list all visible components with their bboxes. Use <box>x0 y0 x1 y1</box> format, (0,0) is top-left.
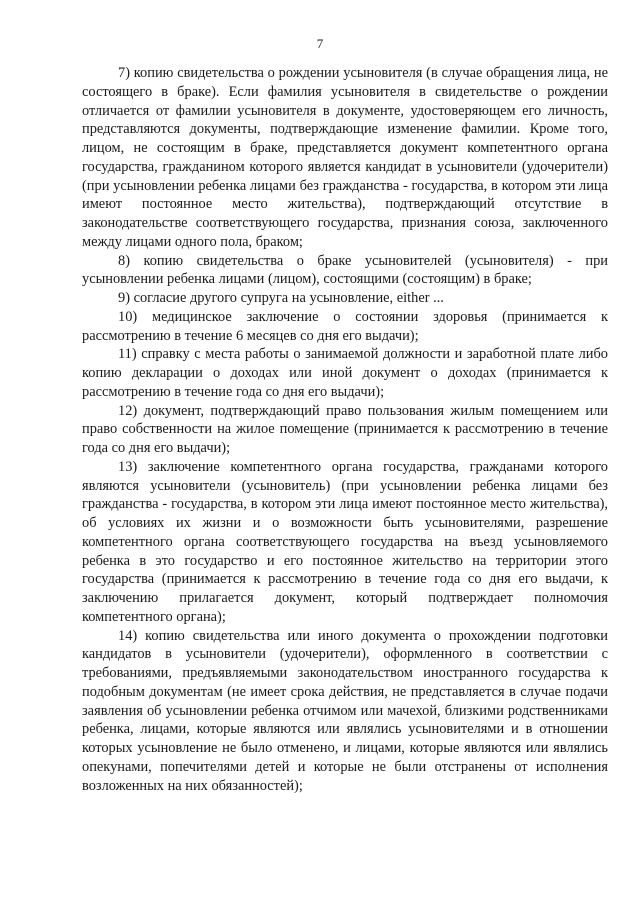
list-item-14: 14) копию свидетельства или иного документа о прохождении подготовки кандидатов в усыновители (удочерители), оформленного в соответствии с требованиями, предъявляемыми законодательством иностранного государства к подобным документам (не имеет срока действия, не представляется в случае подачи заявления об усыновлении ребенка отчимом или мачехой, близкими родственниками ребенка, лицами, которые являются или являлись усыновителями и в отношении которых усыновление не было отменено, и лицами, которые являются или являлись опекунами, попечителями детей и которые не были отстранены от исполнения возложенных на них обязанностей); <box>82 627 608 794</box>
document-body <box>82 64 608 795</box>
list-item-10: 10) медицинское заключение о состоянии здоровья (принимается к рассмотрению в течение 6 месяцев со дня его выдачи); <box>82 308 608 344</box>
list-item-13: 13) заключение компетентного органа государства, гражданами которого являются усыновители (усыновитель) (при усыновлении ребенка лицами без гражданства - государства, в котором эти лица имеют постоянное место жительства), об условиях их жизни и о возможности быть усыновителями, разрешение компетентного органа соответствующего государства на въезд усыновляемого ребенка в это государство и его постоянное жительство на территории этого государства (принимается к рассмотрению в течение года со дня его выдачи, к заключению прилагается документ, который подтверждает полномочия компетентного органа); <box>82 458 608 625</box>
page-number: 7 <box>316 36 324 51</box>
list-item-9: 9) согласие другого супруга на усыновление, either ... <box>118 290 444 306</box>
list-item-11: 11) справку с места работы о занимаемой должности и заработной плате либо копию декларации о доходах или иной документ о доходах (принимается к рассмотрению в течение года со дня его выдачи); <box>82 346 608 400</box>
list-item-12: 12) документ, подтверждающий право пользования жилым помещением или право собственности на жилое помещение (принимается к рассмотрению в течение года со дня его выдачи); <box>82 402 608 456</box>
list-item-8: 8) копию свидетельства о браке усыновителей (усыновителя) - при усыновлении ребенка лицами (лицом), состоящими (состоящим) в браке; <box>82 252 608 288</box>
list-item-7: 7) копию свидетельства о рождении усыновителя (в случае обращения лица, не состоящего в браке). Если фамилия усыновителя в свидетельстве о рождении отличается от фамилии усыновителя в документе, удостоверяющем его личность, представляются документы, подтверждающие изменение фамилии. Кроме того, лицом, не состоящим в браке, представляется документ компетентного органа государства, гражданином которого является кандидат в усыновители (удочерители) (при усыновлении ребенка лицами без гражданства - государства, в котором эти лица имеют постоянное место жительства), подтверждающий отсутствие в законодательстве соответствующего государства, признания союза, заключенного между лицами одного пола, браком; <box>82 65 608 250</box>
